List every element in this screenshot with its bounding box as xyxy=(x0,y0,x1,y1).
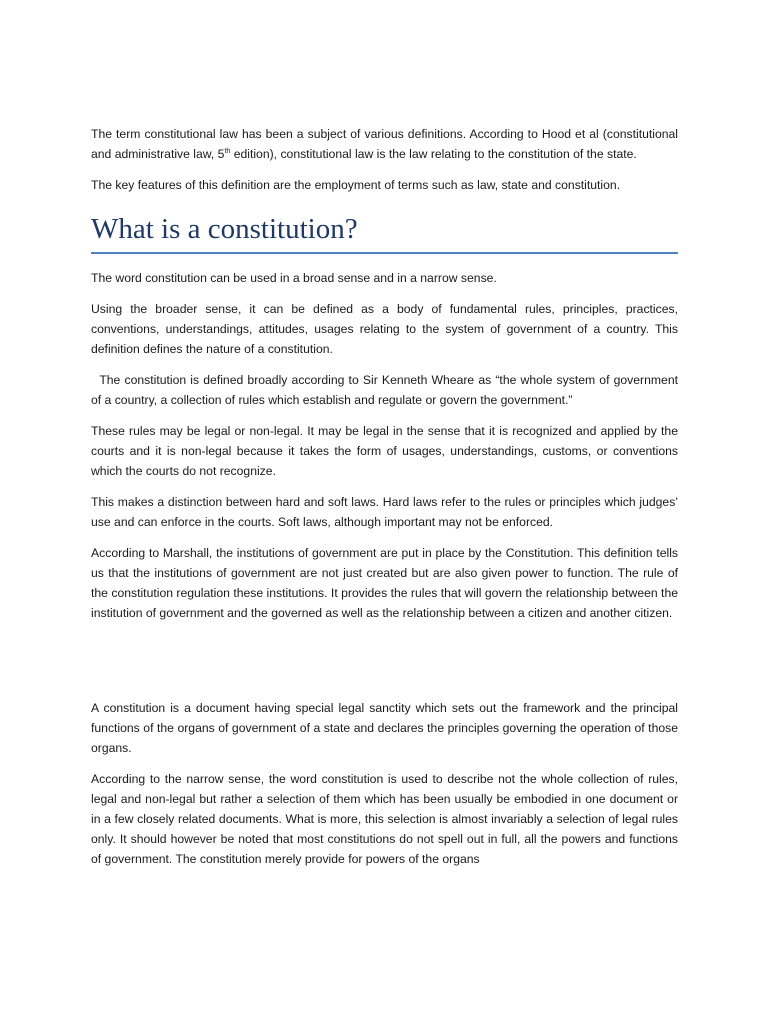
body-paragraph: This makes a distinction between hard and soft laws. Hard laws refer to the rules or principles which judges’ use and can enforce in the courts. Soft laws, although important may not be enforced. xyxy=(91,495,678,529)
intro-paragraph-1-text-b: edition), constitutional law is the law relating to the constitution of the state. xyxy=(230,147,637,161)
intro-paragraph-1 xyxy=(91,124,678,164)
body-paragraph: A constitution is a document having special legal sanctity which sets out the framework and the principal functions of the organs of government of a state and declares the principles governing the operation of those organs. xyxy=(91,701,678,755)
document-page xyxy=(91,124,682,880)
intro-paragraph-2: The key features of this definition are the employment of terms such as law, state and constitution. xyxy=(91,178,621,192)
body-paragraph: These rules may be legal or non-legal. It may be legal in the sense that it is recognized and applied by the courts and it is non-legal because it takes the form of usages, understandings, customs, or conventions which the courts do not recognize. xyxy=(91,424,678,478)
body-paragraph: The constitution is defined broadly according to Sir Kenneth Wheare as “the whole system of government of a country, a collection of rules which establish and regulate or govern the government.” xyxy=(91,373,682,407)
body-paragraph: Using the broader sense, it can be defined as a body of fundamental rules, principles, practices, conventions, understandings, attitudes, usages relating to the system of government of a country. This definition defines the nature of a constitution. xyxy=(91,302,678,356)
blank-space xyxy=(91,634,678,698)
intro-paragraph-1-text-a: The term constitutional law has been a subject of various definitions. According to Hood et al (constitutional and administrative law, 5 xyxy=(91,127,678,161)
body-paragraph: The word constitution can be used in a broad sense and in a narrow sense. xyxy=(91,271,497,285)
body-paragraph: According to Marshall, the institutions of government are put in place by the Constitution. This definition tells us that the institutions of government are not just created but are also given power to function. The rule of the constitution regulation these institutions. It provides the rules that will govern the relationship between the institution of government and the governed as well as the relationship between a citizen and another citizen. xyxy=(91,546,678,620)
section-heading: What is a constitution? xyxy=(91,211,678,254)
body-paragraph: According to the narrow sense, the word constitution is used to describe not the whole collection of rules, legal and non-legal but rather a selection of them which has been usually be embodied in one document or in a few closely related documents. What is more, this selection is almost invariably a selection of legal rules only. It should however be noted that most constitutions do not spell out in full, all the powers and functions of government. The constitution merely provide for powers of the organs xyxy=(91,772,678,866)
section-body xyxy=(91,268,682,869)
ordinal-superscript: th xyxy=(224,147,231,155)
